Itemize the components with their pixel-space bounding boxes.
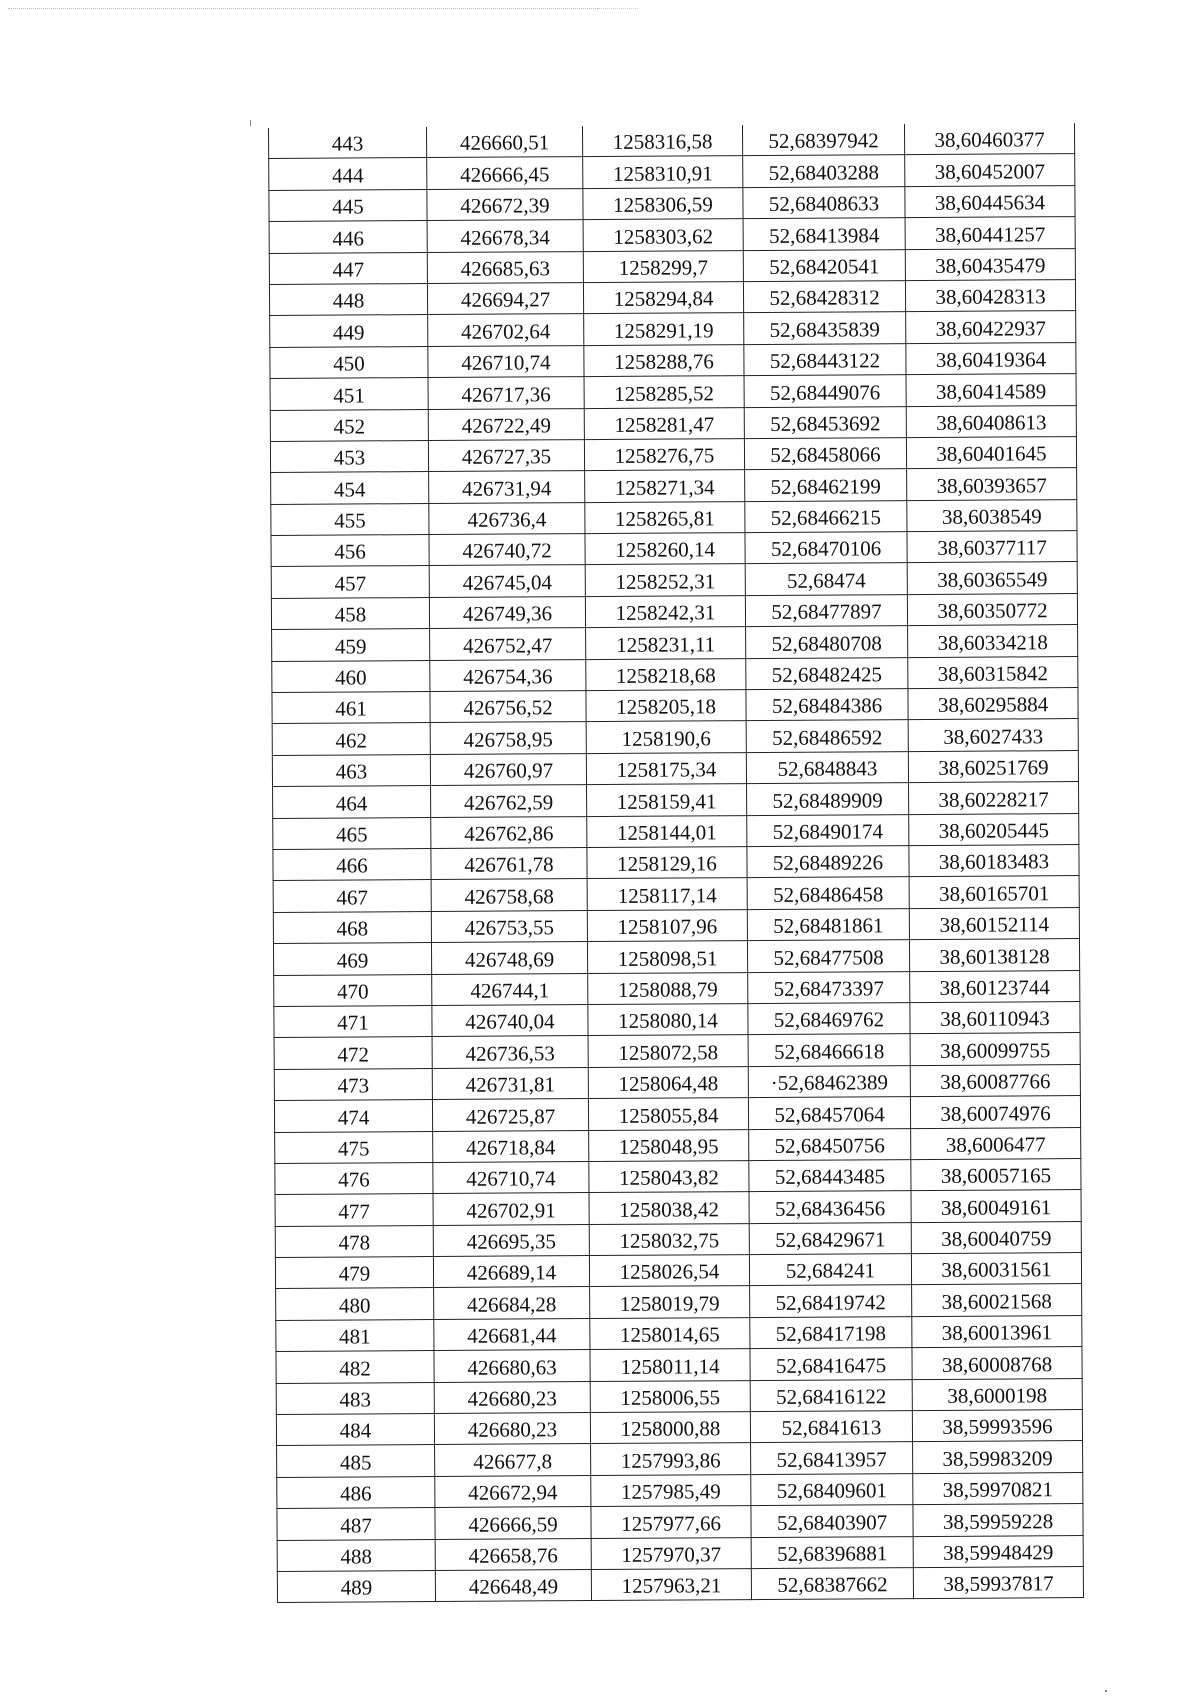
x-coordinate-cell: 426677,8 <box>435 1444 591 1476</box>
y-coordinate-cell: 1258252,31 <box>585 564 745 596</box>
y-coordinate-cell: 1258299,7 <box>583 250 743 282</box>
x-coordinate-cell: 426761,78 <box>431 848 587 880</box>
point-number-cell: 449 <box>270 315 428 347</box>
table-row <box>270 436 1076 472</box>
y-coordinate-cell: 1258006,55 <box>590 1380 750 1412</box>
y-coordinate-cell: 1258306,59 <box>583 187 743 219</box>
y-coordinate-cell: 1258310,91 <box>583 156 743 188</box>
longitude-cell: 38,60460377 <box>904 123 1074 155</box>
longitude-cell: 38,60040759 <box>911 1221 1081 1253</box>
y-coordinate-cell: 1258011,14 <box>590 1349 750 1381</box>
latitude-cell: 52,68489909 <box>747 783 909 815</box>
point-number-cell: 468 <box>273 911 431 943</box>
longitude-cell: 38,60183483 <box>909 845 1079 877</box>
x-coordinate-cell: 426710,74 <box>428 345 584 377</box>
y-coordinate-cell: 1258190,6 <box>586 721 746 753</box>
longitude-cell: 38,60074976 <box>910 1096 1080 1128</box>
table-row <box>270 405 1076 441</box>
x-coordinate-cell: 426681,44 <box>434 1318 590 1350</box>
latitude-cell: 52,68486592 <box>746 720 908 752</box>
x-coordinate-cell: 426731,94 <box>429 471 585 503</box>
latitude-cell: 52,68416475 <box>750 1348 912 1380</box>
table-row <box>277 1472 1083 1508</box>
point-number-cell: 487 <box>277 1508 435 1540</box>
table-row <box>276 1315 1082 1351</box>
longitude-cell: 38,60251769 <box>908 750 1078 782</box>
latitude-cell: 52,68481861 <box>747 908 909 940</box>
y-coordinate-cell: 1258014,65 <box>590 1317 750 1349</box>
coordinates-table <box>268 123 1084 1603</box>
longitude-cell: 38,60295884 <box>908 688 1078 720</box>
longitude-cell: 38,6000198 <box>912 1378 1082 1410</box>
x-coordinate-cell: 426694,27 <box>427 283 583 315</box>
table-row <box>271 593 1077 629</box>
latitude-cell: 52,68403288 <box>743 155 905 187</box>
latitude-cell: 52,68466215 <box>745 500 907 532</box>
x-coordinate-cell: 426680,23 <box>434 1413 590 1445</box>
y-coordinate-cell: 1258064,48 <box>588 1066 748 1098</box>
point-number-cell: 481 <box>276 1319 434 1351</box>
y-coordinate-cell: 1258260,14 <box>585 533 745 565</box>
latitude-cell: 52,68409601 <box>751 1473 913 1505</box>
point-number-cell: 472 <box>274 1037 432 1069</box>
table-row <box>277 1504 1083 1540</box>
longitude-cell: 38,60408613 <box>906 405 1076 437</box>
y-coordinate-cell: 1257977,66 <box>591 1506 751 1538</box>
table-row <box>273 876 1079 912</box>
y-coordinate-cell: 1258026,54 <box>589 1255 749 1287</box>
point-number-cell: 460 <box>272 660 430 692</box>
point-number-cell: 445 <box>269 189 427 221</box>
latitude-cell: 52,68473397 <box>748 971 910 1003</box>
table-row <box>271 562 1077 598</box>
y-coordinate-cell: 1258288,76 <box>584 344 744 376</box>
y-coordinate-cell: 1258205,18 <box>586 690 746 722</box>
table-row <box>270 342 1076 378</box>
latitude-cell: 52,68436456 <box>749 1191 911 1223</box>
stray-dot <box>1105 1690 1107 1692</box>
latitude-cell: 52,68462199 <box>745 469 907 501</box>
longitude-cell: 38,60334218 <box>908 625 1078 657</box>
y-coordinate-cell: 1258242,31 <box>585 595 745 627</box>
longitude-cell: 38,59993596 <box>912 1410 1082 1442</box>
longitude-cell: 38,60110943 <box>910 1001 1080 1033</box>
table-row <box>273 907 1079 943</box>
table-row <box>272 688 1078 724</box>
table-row <box>273 782 1079 818</box>
y-coordinate-cell: 1258159,41 <box>587 784 747 816</box>
table-row <box>272 656 1078 692</box>
latitude-cell: 52,68408633 <box>743 186 905 218</box>
point-number-cell: 473 <box>274 1068 432 1100</box>
longitude-cell: 38,60377117 <box>907 531 1077 563</box>
longitude-cell: 38,60049161 <box>911 1190 1081 1222</box>
point-number-cell: 454 <box>271 472 429 504</box>
y-coordinate-cell: 1257970,37 <box>591 1537 751 1569</box>
latitude-cell: 52,68457064 <box>748 1097 910 1129</box>
point-number-cell: 446 <box>269 221 427 253</box>
x-coordinate-cell: 426731,81 <box>432 1067 588 1099</box>
x-coordinate-cell: 426754,36 <box>430 659 586 691</box>
table-row <box>273 939 1079 975</box>
x-coordinate-cell: 426758,95 <box>430 722 586 754</box>
point-number-cell: 489 <box>277 1570 435 1602</box>
x-coordinate-cell: 426736,53 <box>432 1036 588 1068</box>
longitude-cell: 38,60452007 <box>905 154 1075 186</box>
latitude-cell: 52,68482425 <box>746 657 908 689</box>
x-coordinate-cell: 426756,52 <box>430 691 586 723</box>
latitude-cell: 52,68474 <box>745 563 907 595</box>
table-row <box>269 123 1075 159</box>
y-coordinate-cell: 1258303,62 <box>583 219 743 251</box>
longitude-cell: 38,60138128 <box>909 939 1079 971</box>
point-number-cell: 444 <box>269 158 427 190</box>
x-coordinate-cell: 426680,63 <box>434 1350 590 1382</box>
y-coordinate-cell: 1258048,95 <box>589 1129 749 1161</box>
longitude-cell: 38,6027433 <box>908 719 1078 751</box>
point-number-cell: 450 <box>270 346 428 378</box>
x-coordinate-cell: 426718,84 <box>433 1130 589 1162</box>
y-coordinate-cell: 1258000,88 <box>590 1412 750 1444</box>
longitude-cell: 38,60428313 <box>905 280 1075 312</box>
longitude-cell: 38,59983209 <box>913 1441 1083 1473</box>
point-number-cell: 488 <box>277 1539 435 1571</box>
y-coordinate-cell: 1258276,75 <box>584 439 744 471</box>
y-coordinate-cell: 1258294,84 <box>583 282 743 314</box>
longitude-cell: 38,60013961 <box>912 1315 1082 1347</box>
x-coordinate-cell: 426760,97 <box>430 753 586 785</box>
latitude-cell: 52,68458066 <box>744 438 906 470</box>
y-coordinate-cell: 1258098,51 <box>587 941 747 973</box>
latitude-cell: 52,68470106 <box>745 532 907 564</box>
latitude-cell: 52,68416122 <box>750 1379 912 1411</box>
longitude-cell: 38,60228217 <box>909 782 1079 814</box>
point-number-cell: 486 <box>277 1476 435 1508</box>
point-number-cell: 466 <box>273 849 431 881</box>
longitude-cell: 38,60414589 <box>906 374 1076 406</box>
x-coordinate-cell: 426762,59 <box>431 785 587 817</box>
longitude-cell: 38,60441257 <box>905 217 1075 249</box>
table-row <box>271 531 1077 567</box>
longitude-cell: 38,60205445 <box>909 813 1079 845</box>
table-row <box>274 1064 1080 1100</box>
y-coordinate-cell: 1258019,79 <box>590 1286 750 1318</box>
table-row <box>269 154 1075 190</box>
table-row <box>270 311 1076 347</box>
longitude-cell: 38,60350772 <box>907 593 1077 625</box>
point-number-cell: 464 <box>273 786 431 818</box>
x-coordinate-cell: 426672,94 <box>435 1475 591 1507</box>
table-row <box>276 1410 1082 1446</box>
y-coordinate-cell: 1258107,96 <box>587 909 747 941</box>
y-coordinate-cell: 1258088,79 <box>588 972 748 1004</box>
table-row <box>277 1441 1083 1477</box>
table-row <box>275 1221 1081 1257</box>
point-number-cell: 452 <box>270 409 428 441</box>
latitude-cell: 52,68450756 <box>749 1128 911 1160</box>
latitude-cell: 52,68396881 <box>751 1536 913 1568</box>
x-coordinate-cell: 426725,87 <box>432 1099 588 1131</box>
y-coordinate-cell: 1258281,47 <box>584 407 744 439</box>
longitude-cell: 38,60087766 <box>910 1064 1080 1096</box>
y-coordinate-cell: 1258055,84 <box>588 1098 748 1130</box>
point-number-cell: 483 <box>276 1382 434 1414</box>
x-coordinate-cell: 426736,4 <box>429 502 585 534</box>
x-coordinate-cell: 426749,36 <box>429 596 585 628</box>
latitude-cell: 52,68387662 <box>751 1568 913 1600</box>
x-coordinate-cell: 426758,68 <box>431 879 587 911</box>
longitude-cell: 38,60152114 <box>909 907 1079 939</box>
latitude-cell: 52,68420541 <box>743 249 905 281</box>
table-row <box>274 1001 1080 1037</box>
longitude-cell: 38,6038549 <box>907 499 1077 531</box>
y-coordinate-cell: 1258271,34 <box>585 470 745 502</box>
latitude-cell: 52,68397942 <box>742 124 904 156</box>
scan-header-artifact <box>8 8 628 13</box>
latitude-cell: 52,68428312 <box>743 281 905 313</box>
x-coordinate-cell: 426710,74 <box>433 1161 589 1193</box>
latitude-cell: 52,68419742 <box>750 1285 912 1317</box>
y-coordinate-cell: 1258175,34 <box>586 752 746 784</box>
longitude-cell: 38,59970821 <box>913 1472 1083 1504</box>
longitude-cell: 38,60419364 <box>906 342 1076 374</box>
x-coordinate-cell: 426658,76 <box>435 1538 591 1570</box>
latitude-cell: 52,68486458 <box>747 877 909 909</box>
point-number-cell: 485 <box>277 1445 435 1477</box>
table-row <box>272 625 1078 661</box>
table-row <box>275 1158 1081 1194</box>
point-number-cell: 477 <box>275 1194 433 1226</box>
longitude-cell: 38,60031561 <box>911 1253 1081 1285</box>
latitude-cell: 52,68443122 <box>744 343 906 375</box>
x-coordinate-cell: 426685,63 <box>427 251 583 283</box>
x-coordinate-cell: 426689,14 <box>433 1256 589 1288</box>
latitude-cell: 52,68477897 <box>745 594 907 626</box>
longitude-cell: 38,59937817 <box>913 1567 1083 1599</box>
x-coordinate-cell: 426680,23 <box>434 1381 590 1413</box>
table-row <box>270 374 1076 410</box>
table-row <box>269 248 1075 284</box>
point-number-cell: 476 <box>275 1162 433 1194</box>
point-number-cell: 462 <box>272 723 430 755</box>
point-number-cell: 456 <box>271 535 429 567</box>
y-coordinate-cell: 1258218,68 <box>586 658 746 690</box>
latitude-cell: 52,68413984 <box>743 218 905 250</box>
y-coordinate-cell: 1258072,58 <box>588 1035 748 1067</box>
longitude-cell: 38,59948429 <box>913 1535 1083 1567</box>
latitude-cell: 52,68466618 <box>748 1034 910 1066</box>
point-number-cell: 467 <box>273 880 431 912</box>
x-coordinate-cell: 426762,86 <box>431 816 587 848</box>
longitude-cell: 38,60008768 <box>912 1347 1082 1379</box>
point-number-cell: 475 <box>275 1131 433 1163</box>
table-row <box>275 1190 1081 1226</box>
y-coordinate-cell: 1258291,19 <box>584 313 744 345</box>
y-coordinate-cell: 1258231,11 <box>586 627 746 659</box>
table-row <box>277 1535 1083 1571</box>
point-number-cell: 480 <box>276 1288 434 1320</box>
latitude-cell: 52,68489226 <box>747 846 909 878</box>
longitude-cell: 38,6006477 <box>911 1127 1081 1159</box>
y-coordinate-cell: 1257985,49 <box>591 1474 751 1506</box>
margin-mark <box>250 120 251 126</box>
y-coordinate-cell: 1257993,86 <box>591 1443 751 1475</box>
table-row <box>269 217 1075 253</box>
x-coordinate-cell: 426722,49 <box>428 408 584 440</box>
longitude-cell: 38,60315842 <box>908 656 1078 688</box>
x-coordinate-cell: 426666,45 <box>427 157 583 189</box>
latitude-cell: 52,68413957 <box>751 1442 913 1474</box>
latitude-cell: 52,6841613 <box>750 1411 912 1443</box>
x-coordinate-cell: 426740,04 <box>432 1004 588 1036</box>
point-number-cell: 459 <box>272 629 430 661</box>
y-coordinate-cell: 1258129,16 <box>587 847 747 879</box>
x-coordinate-cell: 426648,49 <box>435 1570 591 1602</box>
longitude-cell: 38,59959228 <box>913 1504 1083 1536</box>
table-row <box>273 813 1079 849</box>
point-number-cell: 465 <box>273 817 431 849</box>
table-row <box>271 499 1077 535</box>
x-coordinate-cell: 426740,72 <box>429 534 585 566</box>
x-coordinate-cell: 426745,04 <box>429 565 585 597</box>
longitude-cell: 38,60057165 <box>911 1158 1081 1190</box>
latitude-cell: 52,6848843 <box>746 751 908 783</box>
point-number-cell: 448 <box>269 283 427 315</box>
point-number-cell: 443 <box>269 127 427 159</box>
point-number-cell: 469 <box>273 943 431 975</box>
table-row <box>275 1253 1081 1289</box>
table-row <box>276 1378 1082 1414</box>
x-coordinate-cell: 426666,59 <box>435 1507 591 1539</box>
x-coordinate-cell: 426702,64 <box>428 314 584 346</box>
latitude-cell: 52,68453692 <box>744 406 906 438</box>
longitude-cell: 38,60435479 <box>905 248 1075 280</box>
table-row <box>273 845 1079 881</box>
latitude-cell: 52,684241 <box>749 1254 911 1286</box>
point-number-cell: 463 <box>272 754 430 786</box>
x-coordinate-cell: 426753,55 <box>431 910 587 942</box>
y-coordinate-cell: 1258032,75 <box>589 1223 749 1255</box>
latitude-cell: 52,68490174 <box>747 814 909 846</box>
table-row <box>277 1567 1083 1603</box>
x-coordinate-cell: 426660,51 <box>426 126 582 158</box>
table-row <box>269 280 1075 316</box>
point-number-cell: 482 <box>276 1351 434 1383</box>
longitude-cell: 38,60099755 <box>910 1033 1080 1065</box>
latitude-cell: 52,68429671 <box>749 1222 911 1254</box>
point-number-cell: 453 <box>270 440 428 472</box>
point-number-cell: 461 <box>272 692 430 724</box>
y-coordinate-cell: 1258285,52 <box>584 376 744 408</box>
longitude-cell: 38,60422937 <box>906 311 1076 343</box>
longitude-cell: 38,60365549 <box>907 562 1077 594</box>
point-number-cell: 457 <box>271 566 429 598</box>
latitude-cell: 52,68417198 <box>750 1316 912 1348</box>
point-number-cell: 451 <box>270 378 428 410</box>
latitude-cell: 52,68477508 <box>747 940 909 972</box>
table-row <box>272 719 1078 755</box>
x-coordinate-cell: 426744,1 <box>432 973 588 1005</box>
latitude-cell: 52,68484386 <box>746 689 908 721</box>
y-coordinate-cell: 1258144,01 <box>587 815 747 847</box>
point-number-cell: 458 <box>271 597 429 629</box>
y-coordinate-cell: 1257963,21 <box>591 1569 751 1601</box>
y-coordinate-cell: 1258038,42 <box>589 1192 749 1224</box>
x-coordinate-cell: 426702,91 <box>433 1193 589 1225</box>
point-number-cell: 455 <box>271 503 429 535</box>
point-number-cell: 479 <box>275 1257 433 1289</box>
x-coordinate-cell: 426684,28 <box>434 1287 590 1319</box>
table-row <box>274 970 1080 1006</box>
table-row <box>275 1127 1081 1163</box>
x-coordinate-cell: 426752,47 <box>430 628 586 660</box>
x-coordinate-cell: 426672,39 <box>427 188 583 220</box>
latitude-cell: 52,68403907 <box>751 1505 913 1537</box>
y-coordinate-cell: 1258265,81 <box>585 501 745 533</box>
point-number-cell: 474 <box>274 1100 432 1132</box>
longitude-cell: 38,60123744 <box>910 970 1080 1002</box>
longitude-cell: 38,60401645 <box>906 436 1076 468</box>
latitude-cell: 52,68469762 <box>748 1003 910 1035</box>
coordinates-table-body <box>269 123 1084 1603</box>
latitude-cell: 52,68435839 <box>744 312 906 344</box>
point-number-cell: 484 <box>276 1414 434 1446</box>
x-coordinate-cell: 426695,35 <box>433 1224 589 1256</box>
longitude-cell: 38,60445634 <box>905 185 1075 217</box>
latitude-cell: ·52,68462389 <box>748 1065 910 1097</box>
table-row <box>276 1347 1082 1383</box>
longitude-cell: 38,60165701 <box>909 876 1079 908</box>
x-coordinate-cell: 426717,36 <box>428 377 584 409</box>
point-number-cell: 471 <box>274 1005 432 1037</box>
latitude-cell: 52,68443485 <box>749 1159 911 1191</box>
latitude-cell: 52,68449076 <box>744 375 906 407</box>
table-row <box>269 185 1075 221</box>
y-coordinate-cell: 1258080,14 <box>588 1004 748 1036</box>
y-coordinate-cell: 1258043,82 <box>589 1160 749 1192</box>
point-number-cell: 447 <box>269 252 427 284</box>
table-row <box>274 1033 1080 1069</box>
x-coordinate-cell: 426748,69 <box>431 942 587 974</box>
latitude-cell: 52,68480708 <box>746 626 908 658</box>
point-number-cell: 470 <box>274 974 432 1006</box>
x-coordinate-cell: 426678,34 <box>427 220 583 252</box>
point-number-cell: 478 <box>275 1225 433 1257</box>
longitude-cell: 38,60021568 <box>912 1284 1082 1316</box>
table-row <box>271 468 1077 504</box>
table-row <box>274 1096 1080 1132</box>
longitude-cell: 38,60393657 <box>907 468 1077 500</box>
y-coordinate-cell: 1258117,14 <box>587 878 747 910</box>
table-row <box>276 1284 1082 1320</box>
table-row <box>272 750 1078 786</box>
y-coordinate-cell: 1258316,58 <box>582 125 742 157</box>
x-coordinate-cell: 426727,35 <box>428 439 584 471</box>
